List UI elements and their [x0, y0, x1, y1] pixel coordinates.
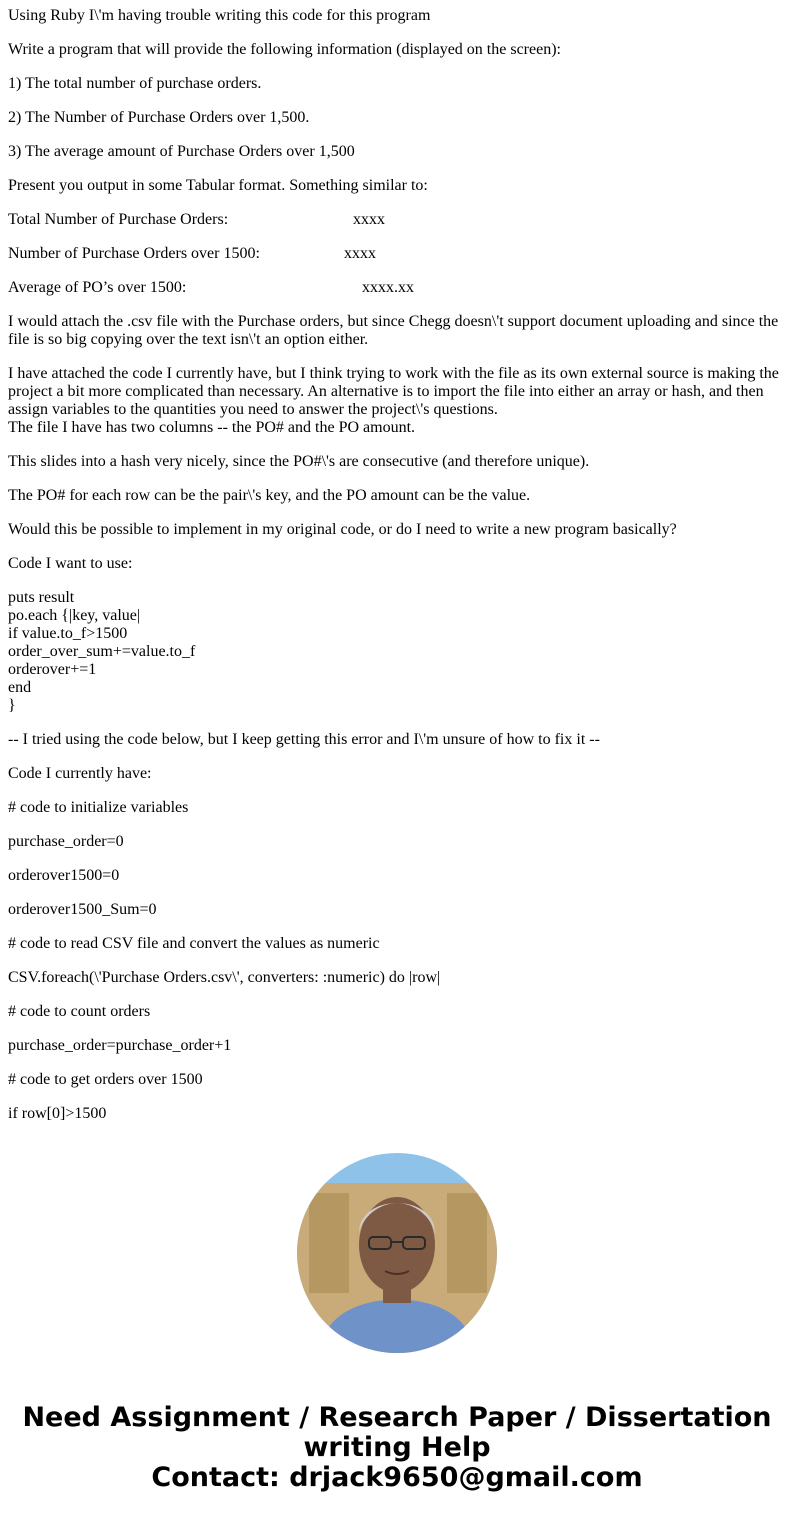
question-title: Using Ruby I\'m having trouble writing this code for this program: [8, 7, 431, 24]
promo-line: writing Help: [303, 1432, 491, 1463]
requirement-item-3: 3) The average amount of Purchase Orders over 1,500: [8, 143, 355, 160]
code-have-line: orderover1500=0: [8, 867, 120, 884]
code-have-line: # code to read CSV file and convert the values as numeric: [8, 935, 380, 952]
code-line: puts result: [8, 589, 75, 606]
code-have-line: orderover1500_Sum=0: [8, 901, 157, 918]
attached-code-note: I have attached the code I currently have, but I think trying to work with the file as its own external source is making the project a bit more complicated than necessary. An alternative is to import the file into either an array or hash, and then assign variables to the quantities you need to answer the project\'s questions.: [8, 365, 779, 418]
error-note: -- I tried using the code below, but I keep getting this error and I\'m unsure of how to fix it --: [8, 731, 600, 748]
file-columns-note: The file I have has two columns -- the PO# and the PO amount.: [8, 419, 416, 436]
promo-text: [0, 1403, 794, 1493]
code-line: if value.to_f>1500: [8, 625, 128, 642]
table-row-total: [8, 211, 786, 229]
code-have-line: CSV.foreach(\'Purchase Orders.csv\', converters: :numeric) do |row|: [8, 969, 441, 986]
code-have-line: # code to initialize variables: [8, 799, 189, 816]
avatar: [297, 1153, 497, 1353]
avatar-portrait: [297, 1153, 497, 1353]
promo-footer: [0, 1123, 794, 1523]
attach-note: I would attach the .csv file with the Purchase orders, but since Chegg doesn\'t support document uploading and since the file is so big copying over the text isn\'t an option either.: [8, 313, 779, 348]
promo-contact: Contact: drjack9650@gmail.com: [151, 1462, 643, 1493]
promo-line: Need Assignment / Research Paper / Dissertation: [22, 1402, 772, 1433]
code-line: order_over_sum+=value.to_f: [8, 643, 196, 660]
question-body: [8, 0, 786, 1123]
code-have-line: purchase_order=0: [8, 833, 124, 850]
code-line: end: [8, 679, 32, 696]
requirement-item-2: 2) The Number of Purchase Orders over 1,500.: [8, 109, 310, 126]
table-value: xxxx: [353, 211, 385, 228]
code-have-line: if row[0]>1500: [8, 1105, 107, 1122]
code-have-line: # code to get orders over 1500: [8, 1071, 203, 1088]
key-note: The PO# for each row can be the pair\'s key, and the PO amount can be the value.: [8, 487, 531, 504]
requirement-item-1: 1) The total number of purchase orders.: [8, 75, 262, 92]
code-have-line: # code to count orders: [8, 1003, 151, 1020]
question-intro: Write a program that will provide the following information (displayed on the screen):: [8, 41, 561, 58]
code-want-label: Code I want to use:: [8, 555, 133, 572]
table-value: xxxx.xx: [362, 279, 414, 296]
code-line: orderover+=1: [8, 661, 97, 678]
table-value: xxxx: [344, 245, 376, 262]
table-row-over: [8, 245, 786, 263]
tabular-intro: Present you output in some Tabular format. Something similar to:: [8, 177, 428, 194]
table-row-average: [8, 279, 786, 297]
table-label: Average of PO’s over 1500:: [8, 279, 187, 296]
table-label: Total Number of Purchase Orders:: [8, 211, 229, 228]
hash-note: This slides into a hash very nicely, since the PO#\'s are consecutive (and therefore unique).: [8, 453, 590, 470]
possible-question: Would this be possible to implement in my original code, or do I need to write a new program basically?: [8, 521, 677, 538]
code-want-block: [8, 589, 786, 715]
code-have-line: purchase_order=purchase_order+1: [8, 1037, 232, 1054]
code-line: po.each {|key, value|: [8, 607, 141, 624]
table-label: Number of Purchase Orders over 1500:: [8, 245, 260, 262]
code-have-label: Code I currently have:: [8, 765, 152, 782]
code-line: }: [8, 697, 16, 714]
attached-code-paragraph: [8, 365, 786, 437]
